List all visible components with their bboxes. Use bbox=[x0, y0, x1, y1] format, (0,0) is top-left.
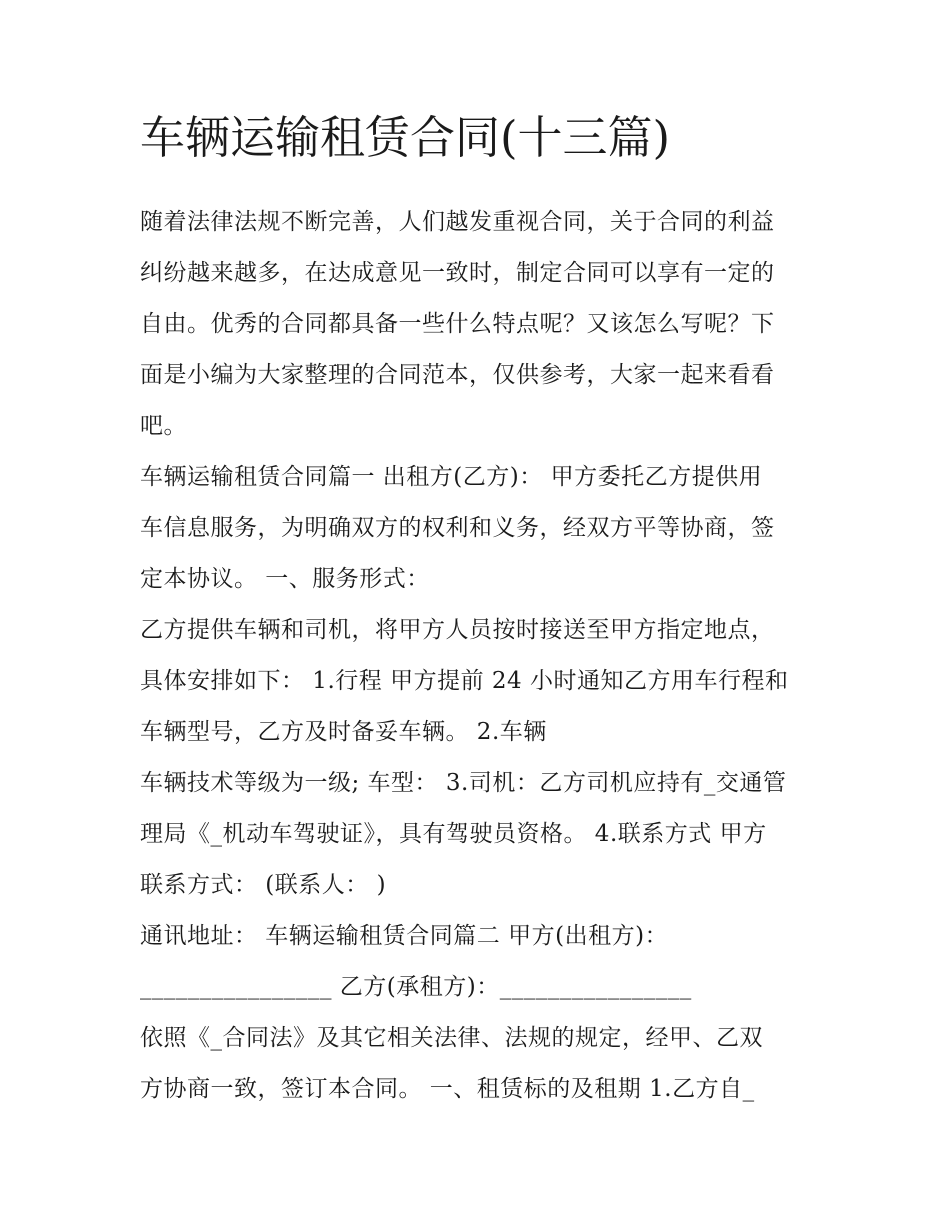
body-line: 方协商一致，签订本合同。 一、租赁标的及租期 1.乙方自_ bbox=[140, 1076, 755, 1102]
body-line: 理局《_机动车驾驶证》，具有驾驶员资格。 4.联系方式 甲方 bbox=[140, 821, 767, 847]
body-line: 具体安排如下： 1.行程 甲方提前 24 小时通知乙方用车行程和 bbox=[140, 668, 789, 694]
body-line: 随着法律法规不断完善，人们越发重视合同，关于合同的利益 bbox=[140, 209, 775, 235]
body-line: 面是小编为大家整理的合同范本，仅供参考，大家一起来看看 bbox=[140, 362, 775, 388]
body-line: 纠纷越来越多，在达成意见一致时，制定合同可以享有一定的 bbox=[140, 260, 775, 286]
body-line: 车辆运输租赁合同篇一 出租方(乙方)： 甲方委托乙方提供用 bbox=[140, 464, 763, 490]
body-line: 车辆技术等级为一级; 车型： 3.司机：乙方司机应持有_交通管 bbox=[140, 770, 787, 796]
body-line: 乙方提供车辆和司机，将甲方人员按时接送至甲方指定地点， bbox=[140, 617, 775, 643]
document-title: 车辆运输租赁合同(十三篇) bbox=[140, 111, 671, 164]
body-line: 依照《_合同法》及其它相关法律、法规的规定，经甲、乙双 bbox=[140, 1025, 763, 1051]
body-line: 定本协议。 一、服务形式： bbox=[140, 566, 430, 592]
body-line: 车辆型号，乙方及时备妥车辆。 2.车辆 bbox=[140, 719, 547, 745]
body-line: 吧。 bbox=[140, 413, 187, 439]
body-line: 自由。优秀的合同都具备一些什么特点呢？又该怎么写呢？下 bbox=[140, 311, 775, 337]
body-line: ________________ 乙方(承租方)：________________ bbox=[140, 974, 692, 1000]
body-line: 通讯地址： 车辆运输租赁合同篇二 甲方(出租方)： bbox=[140, 923, 669, 949]
body-line: 联系方式： (联系人： ) bbox=[140, 872, 387, 898]
body-line: 车信息服务，为明确双方的权利和义务，经双方平等协商，签 bbox=[140, 515, 775, 541]
